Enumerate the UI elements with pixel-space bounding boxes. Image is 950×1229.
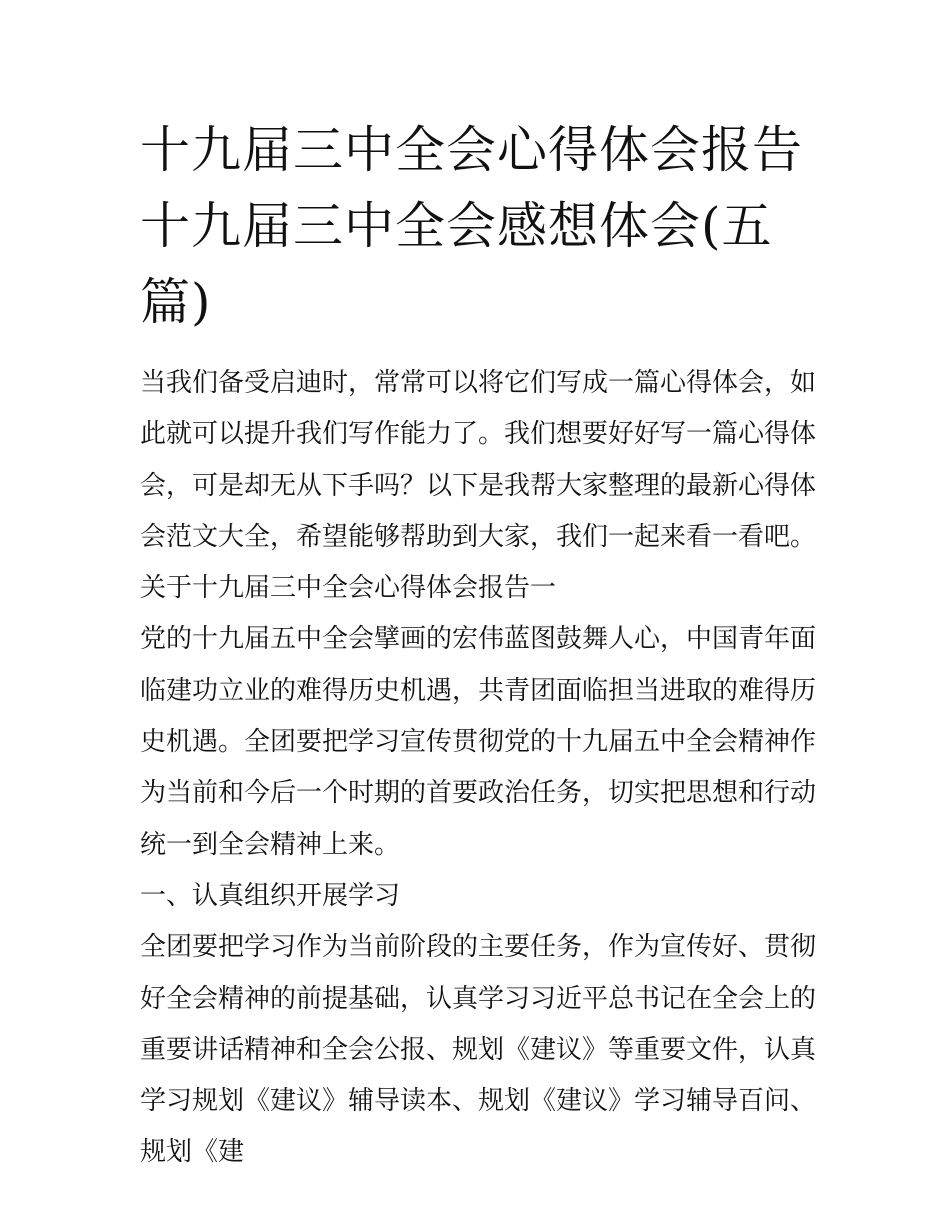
document-body	[140, 358, 816, 1179]
section-heading-report-one: 关于十九届三中全会心得体会报告一	[140, 573, 557, 604]
document-title: 十九届三中全会心得体会报告十九届三中全会感想体会(五篇)	[140, 121, 803, 331]
intro-paragraph: 当我们备受启迪时，常常可以将它们写成一篇心得体会，如此就可以提升我们写作能力了。我们想要好好写一篇心得体会，可是却无从下手吗？以下是我帮大家整理的最新心得体会范文大全，希望能够帮助到大家，我们一起来看一看吧。	[140, 368, 817, 552]
section-heading-study: 一、认真组织开展学习	[140, 880, 401, 911]
body-paragraph-overview: 党的十九届五中全会擘画的宏伟蓝图鼓舞人心，中国青年面临建功立业的难得历史机遇，共青团面临担当进取的难得历史机遇。全团要把学习宣传贯彻党的十九届五中全会精神作为当前和今后一个时期的首要政治任务，切实把思想和行动统一到全会精神上来。	[140, 624, 817, 860]
body-paragraph-study: 全团要把学习作为当前阶段的主要任务，作为宣传好、贯彻好全会精神的前提基础，认真学习习近平总书记在全会上的重要讲话精神和全会公报、规划《建议》等重要文件，认真学习规划《建议》辅导读本、规划《建议》学习辅导百问、规划《建	[140, 932, 817, 1168]
